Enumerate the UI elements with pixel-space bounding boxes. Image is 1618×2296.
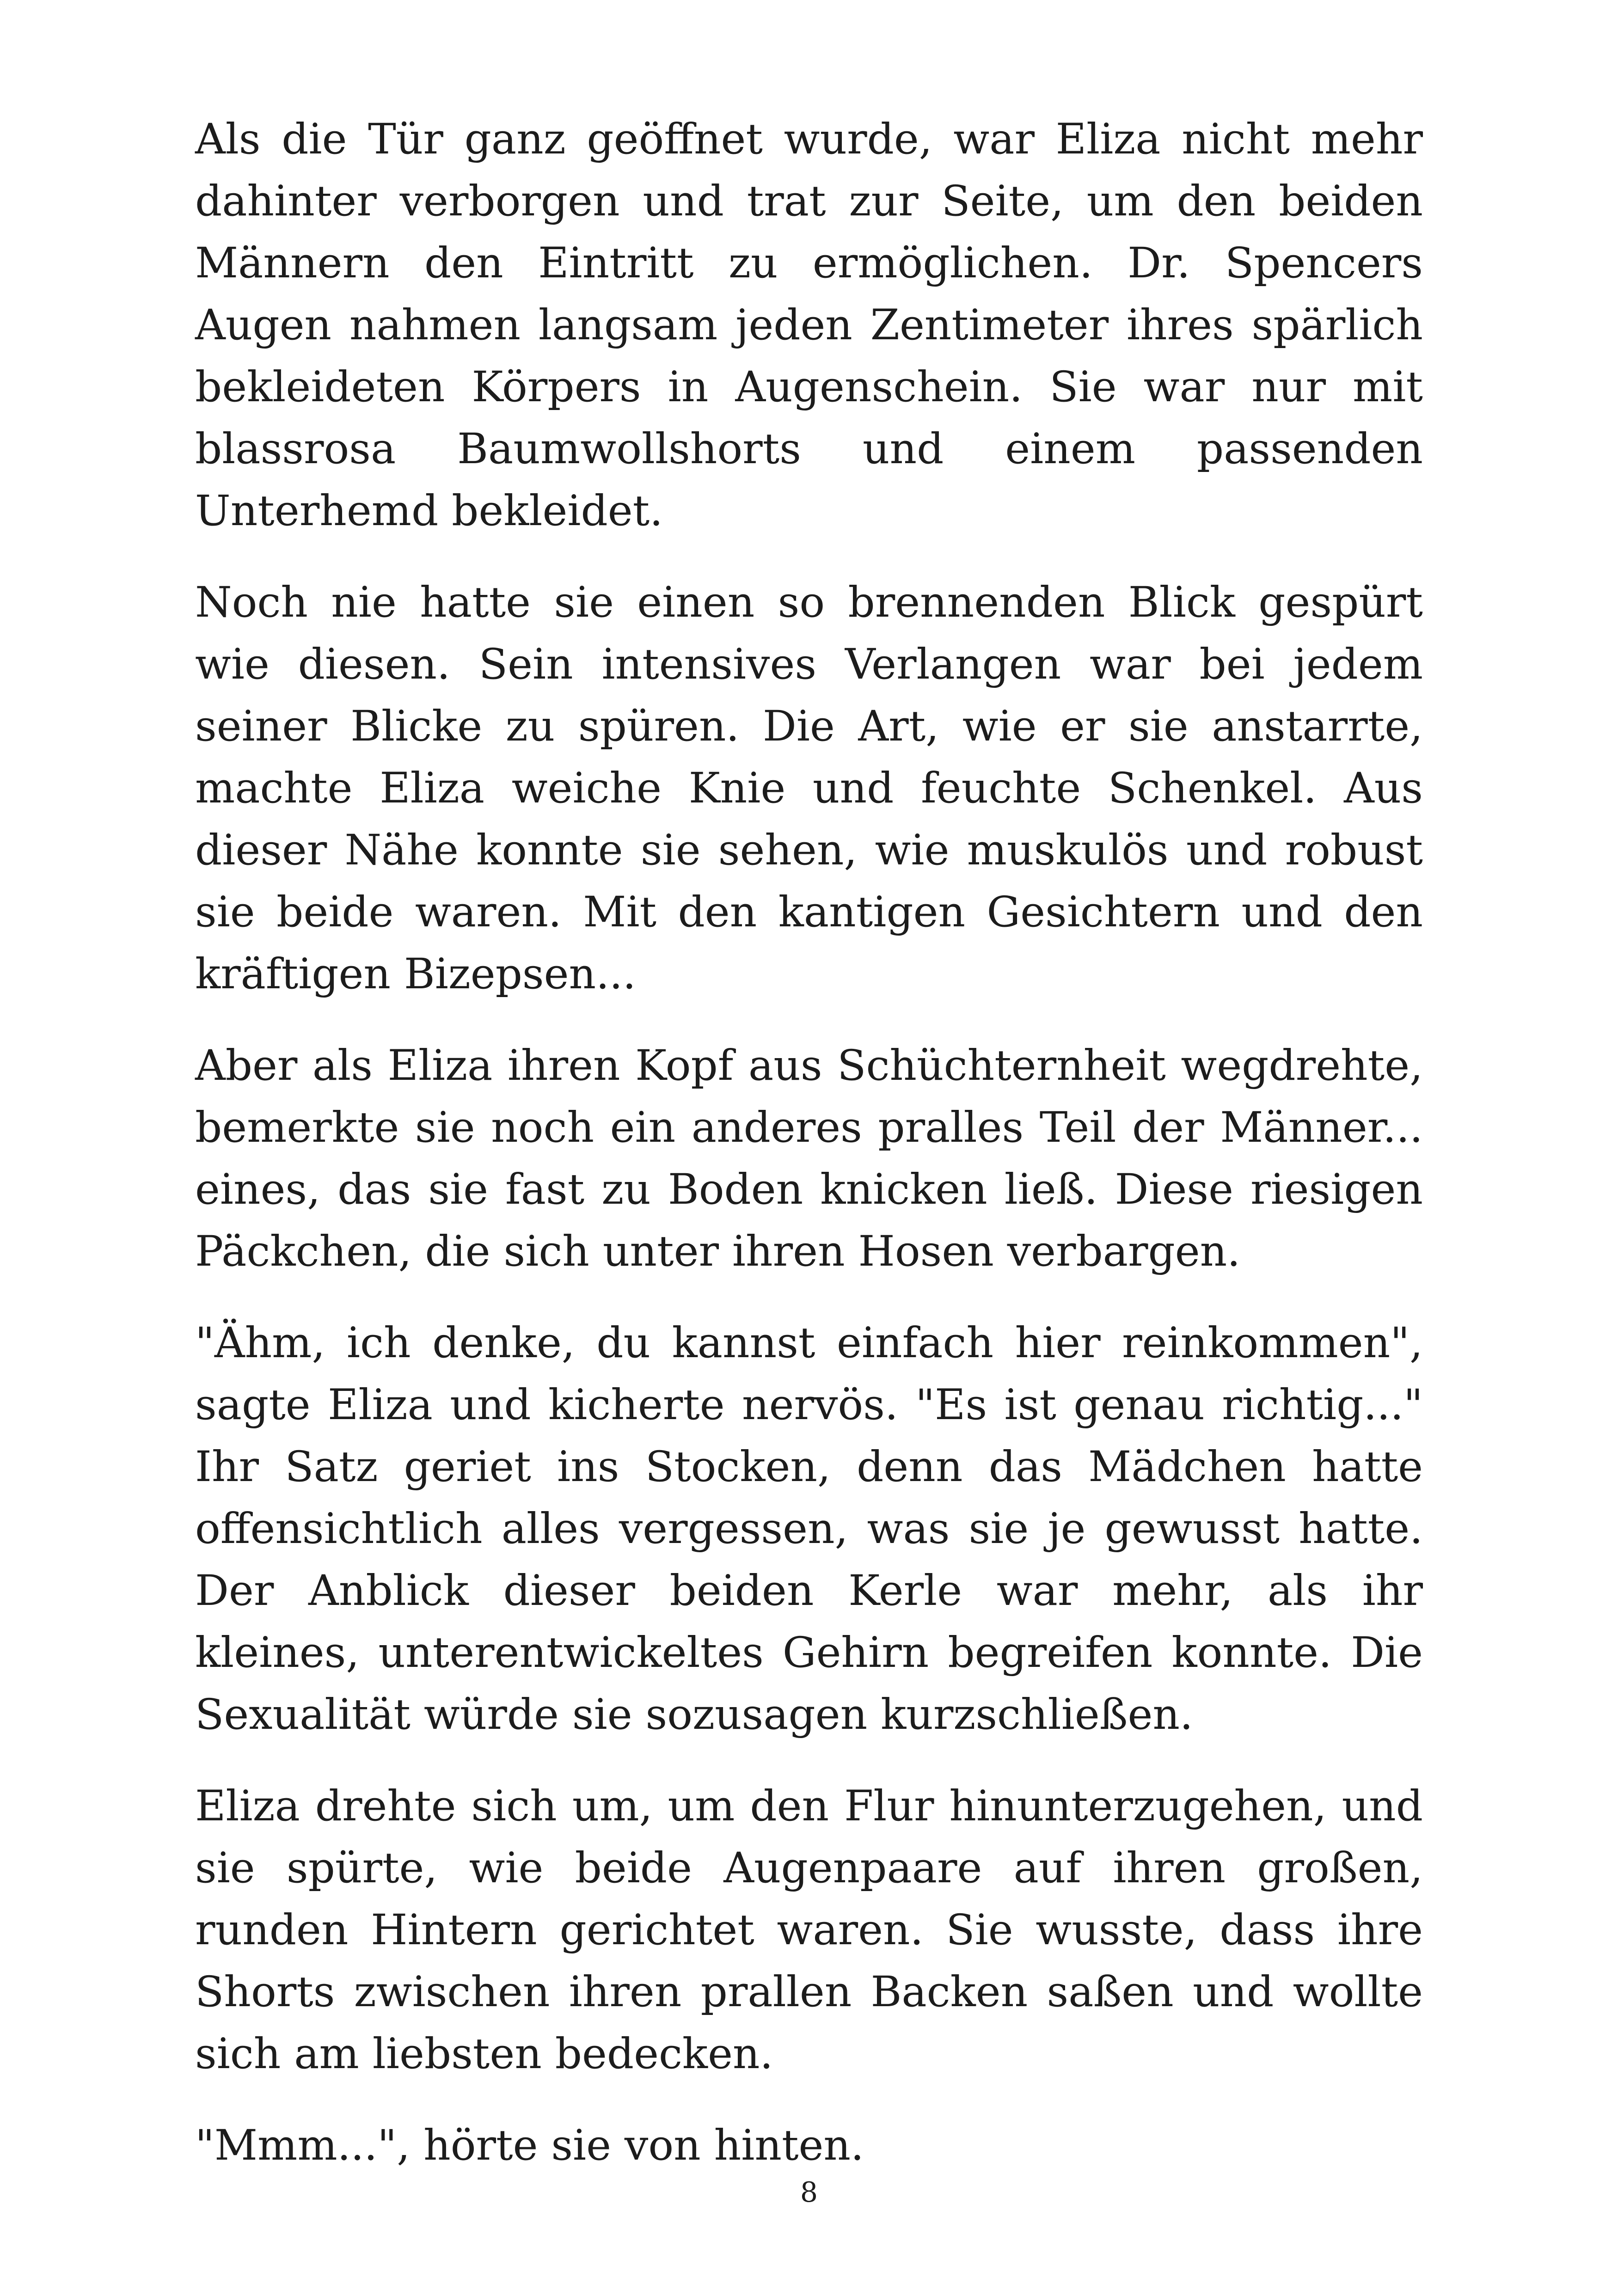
body-text (195, 109, 1423, 2206)
paragraph-1: Als die Tür ganz geöffnet wurde, war Eliza nicht mehr dahinter verborgen und trat zur Seite, um den beiden Männern den Eintritt zu ermöglichen. Dr. Spencers Augen nahmen langsam jeden Zentimeter ihres spärlich bekleideten Körpers in Augenschein. Sie war nur mit blassrosa Baumwollshorts und einem passenden Unterhemd bekleidet. (195, 115, 1423, 535)
paragraph-3: Aber als Eliza ihren Kopf aus Schüchternheit wegdrehte, bemerkte sie noch ein anderes pralles Teil der Männer... eines, das sie fast zu Boden knicken ließ. Diese riesigen Päckchen, die sich unter ihren Hosen verbargen. (195, 1041, 1423, 1276)
page-number: 8 (800, 2176, 818, 2209)
paragraph-4: "Ähm, ich denke, du kannst einfach hier reinkommen", sagte Eliza und kicherte nervös. "Es ist genau richtig..." Ihr Satz geriet ins Stocken, denn das Mädchen hatte offensichtlich alles vergessen, was sie je gewusst hatte. Der Anblick dieser beiden Kerle war mehr, als ihr kleines, unterentwickeltes Gehirn begreifen konnte. Die Sexualität würde sie sozusagen kurzschließen. (195, 1319, 1423, 1739)
paragraph-5: Eliza drehte sich um, um den Flur hinunterzugehen, und sie spürte, wie beide Augenpaare auf ihren großen, runden Hintern gerichtet waren. Sie wusste, dass ihre Shorts zwischen ihren prallen Backen saßen und wollte sich am liebsten bedecken. (195, 1782, 1423, 2078)
paragraph-2: Noch nie hatte sie einen so brennenden Blick gespürt wie diesen. Sein intensives Verlangen war bei jedem seiner Blicke zu spüren. Die Art, wie er sie anstarrte, machte Eliza weiche Knie und feuchte Schenkel. Aus dieser Nähe konnte sie sehen, wie muskulös und robust sie beide waren. Mit den kantigen Gesichtern und den kräftigen Bizepsen... (195, 578, 1423, 998)
paragraph-6: "Mmm...", hörte sie von hinten. (195, 2121, 864, 2170)
